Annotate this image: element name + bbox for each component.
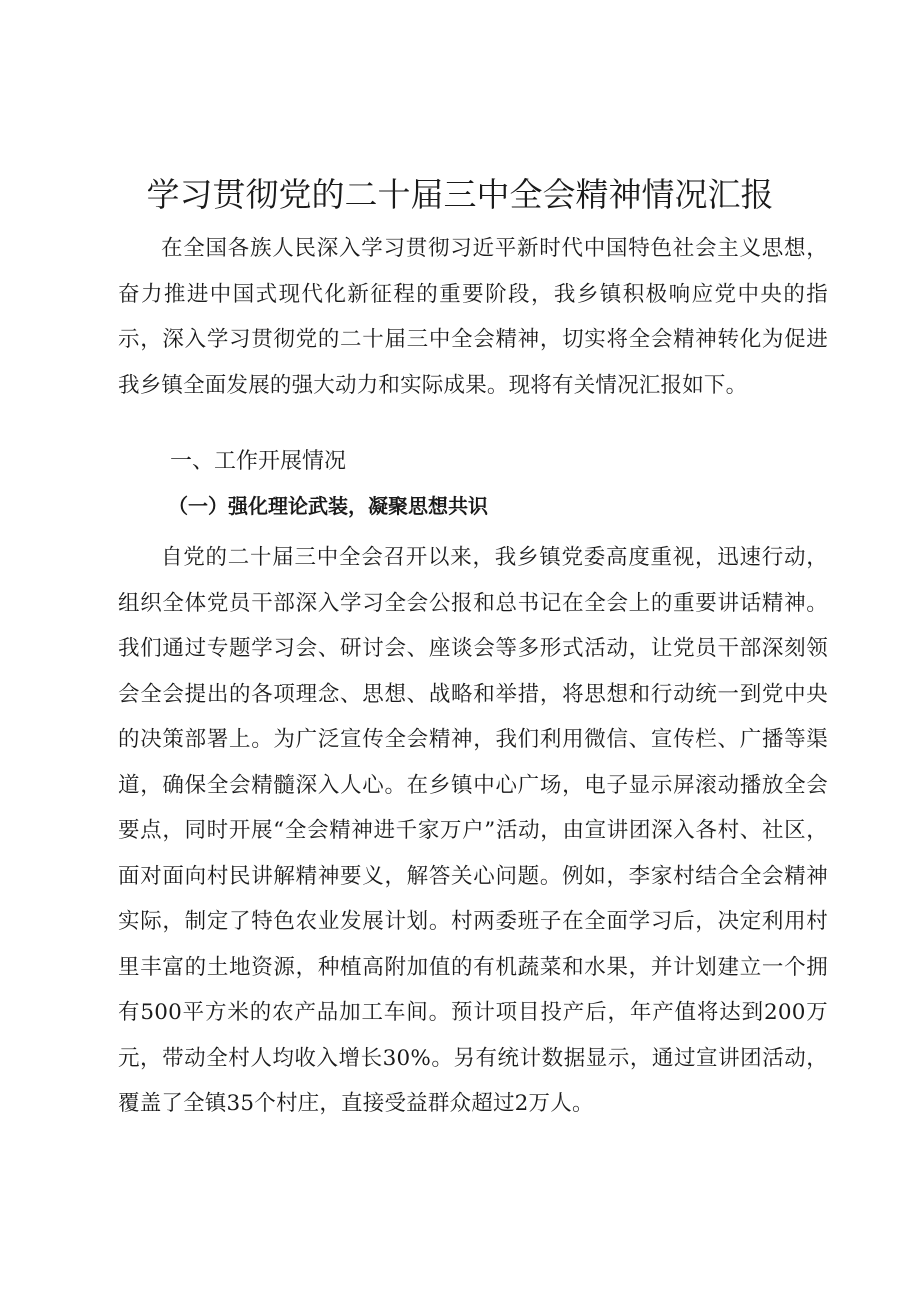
body-paragraph: 自党的二十届三中全会召开以来，我乡镇党委高度重视，迅速行动，组织全体党员干部深入学习全会公报和总书记在全会上的重要讲话精神。我们通过专题学习会、研讨会、座谈会等多形式活动，让党员干部深刻领会全会提出的各项理念、思想、战略和举措，将思想和行动统一到党中央的决策部署上。为广泛宣传全会精神，我们利用微信、宣传栏、广播等渠道，确保全会精髓深入人心。在乡镇中心广场，电子显示屏滚动播放全会要点，同时开展“全会精神进千家万户”活动，由宣讲团深入各村、社区，面对面向村民讲解精神要义，解答关心问题。例如，李家村结合全会精神实际，制定了特色农业发展计划。村两委班子在全面学习后，决定利用村里丰富的土地资源，种植高附加值的有机蔬菜和水果，并计划建立一个拥有500平方米的农产品加工车间。预计项目投产后，年产值将达到200万元，带动全村人均收入增长30%。另有统计数据显示，通过宣讲团活动，覆盖了全镇35个村庄，直接受益群众超过2万人。: [118, 545, 828, 1116]
subsection-heading: （一）强化理论武装，凝聚思想共识: [168, 494, 488, 518]
section-heading: 一、工作开展情况: [170, 449, 347, 474]
document-title: 学习贯彻党的二十届三中全会精神情况汇报: [146, 175, 774, 214]
intro-paragraph: 在全国各族人民深入学习贯彻习近平新时代中国特色社会主义思想，奋力推进中国式现代化新征程的重要阶段，我乡镇积极响应党中央的指示，深入学习贯彻党的二十届三中全会精神，切实将全会精神转化为促进我乡镇全面发展的强大动力和实际成果。现将有关情况汇报如下。: [118, 236, 828, 398]
